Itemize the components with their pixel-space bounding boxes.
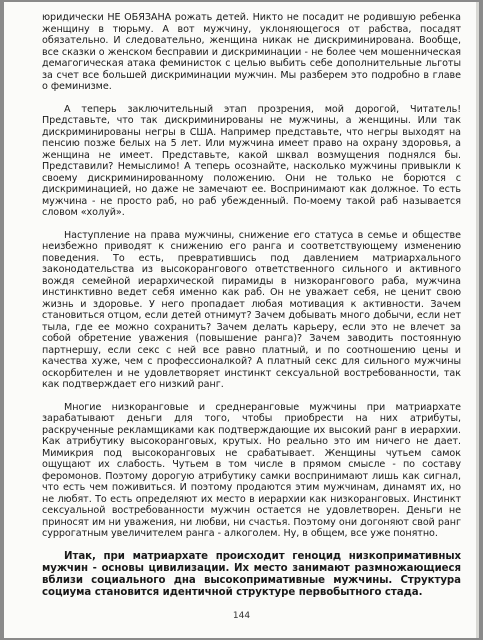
book-page (4, 2, 479, 638)
paragraph-4: Многие низкоранговые и среднеранговые мужчины при матриархате зарабатывают деньги для того, чтобы приобрести на них атрибуты, раскрученные рекламщиками как подтверждающие их высокий ранг в иерархии. Как атрибутику высокоранговых, крутых. Но реально это им ничего не дает. Мимикрия под высокоранговых не срабатывает. Женщины чутьем самок ощущают их слабость. Чутьем в том числе в прямом смысле - по составу феромонов. Поэтому дорогую атрибутику самки воспринимают лишь как сигнал, что есть чем поживиться. И поэтому продаются этим мужчинам, динамят их, но не любят. То есть определяют их место в иерархии как низкоранговых. Инстинкт сексуальной востребованности мужчин остается не удовлетворен. Деньги не приносят им ни уважения, ни любви, ни счастья. Поэтому они догоняют свой ранг суррогатным увеличителем ранга - алкоголем. Ну, в общем, все уже понятно. (42, 401, 461, 539)
paragraph-3: Наступление на права мужчины, снижение его статуса в семье и обществе неизбежно приводят к снижению его ранга и соответствующему изменению поведения. То есть, превратившись под давлением матриархального законодательства из высокорангового ответственного сильного и активного вождя семейной иерархической пирамиды в низкорангового раба, мужчина инстинктивно ведет себя именно как раб. Он не уважает себя, не ценит свою жизнь и здоровье. У него пропадает любая мотивация к активности. Зачем становиться отцом, если детей отнимут? Зачем добывать много добычи, если нет тыла, где ее можно сохранить? Зачем делать карьеру, если это не влечет за собой обретение уважения (повышение ранга)? Зачем заводить постоянную партнершу, если секс с ней все равно платный, и по соотношению цены и качества хуже, чем с профессионалкой? А платный секс для сильного мужчины оскорбителен и не удовлетворяет инстинкт сексуальной востребованности, так как подтверждает его низкий ранг. (42, 229, 461, 390)
page-edge-shadow (476, 2, 479, 638)
paragraph-5-bold-conclusion: Итак, при матриархате происходит геноцид низкопримативных мужчин - основы цивилизации. Их место занимают размножающиеся вблизи социального дна высокопримативные мужчины. Структура социума становится идентичной структуре первобытного стада. (42, 550, 461, 599)
paragraph-2: А теперь заключительный этап прозрения, мой дорогой, Читатель! Представьте, что так дискриминированы не мужчины, а женщины. Или так дискриминированы негры в США. Например представьте, что негры выходят на пенсию позже белых на 5 лет. Или мужчина имеет право на охрану здоровья, а женщина не имеет. Представьте, какой шквал возмущения поднялся бы. Представили? Немыслимо! А теперь осознайте, насколько мужчины привыкли к своему дискриминированному положению. Они не только не борются с дискриминацией, но даже не замечают ее. Воспринимают как должное. То есть мужчина - не просто раб, но раб убежденный. По-моему такой раб называется словом «холуй». (42, 103, 461, 218)
page-number: 144 (232, 611, 251, 621)
paragraph-1: юридически НЕ ОБЯЗАНА рожать детей. Никто не посадит не родившую ребенка женщину в тюрьму. А вот мужчину, уклоняющегося от рабства, посадят обязательно. И следовательно, женщина никак не дискриминирована. Вообще, все сказки о женском бесправии и дискриминации - не более чем мошенническая демагогическая атака феминисток с целью выбить себе дополнительные льготы за счет все большей дискриминации мужчин. Мы разберем это подробно в главе о феминизме. (42, 12, 461, 92)
